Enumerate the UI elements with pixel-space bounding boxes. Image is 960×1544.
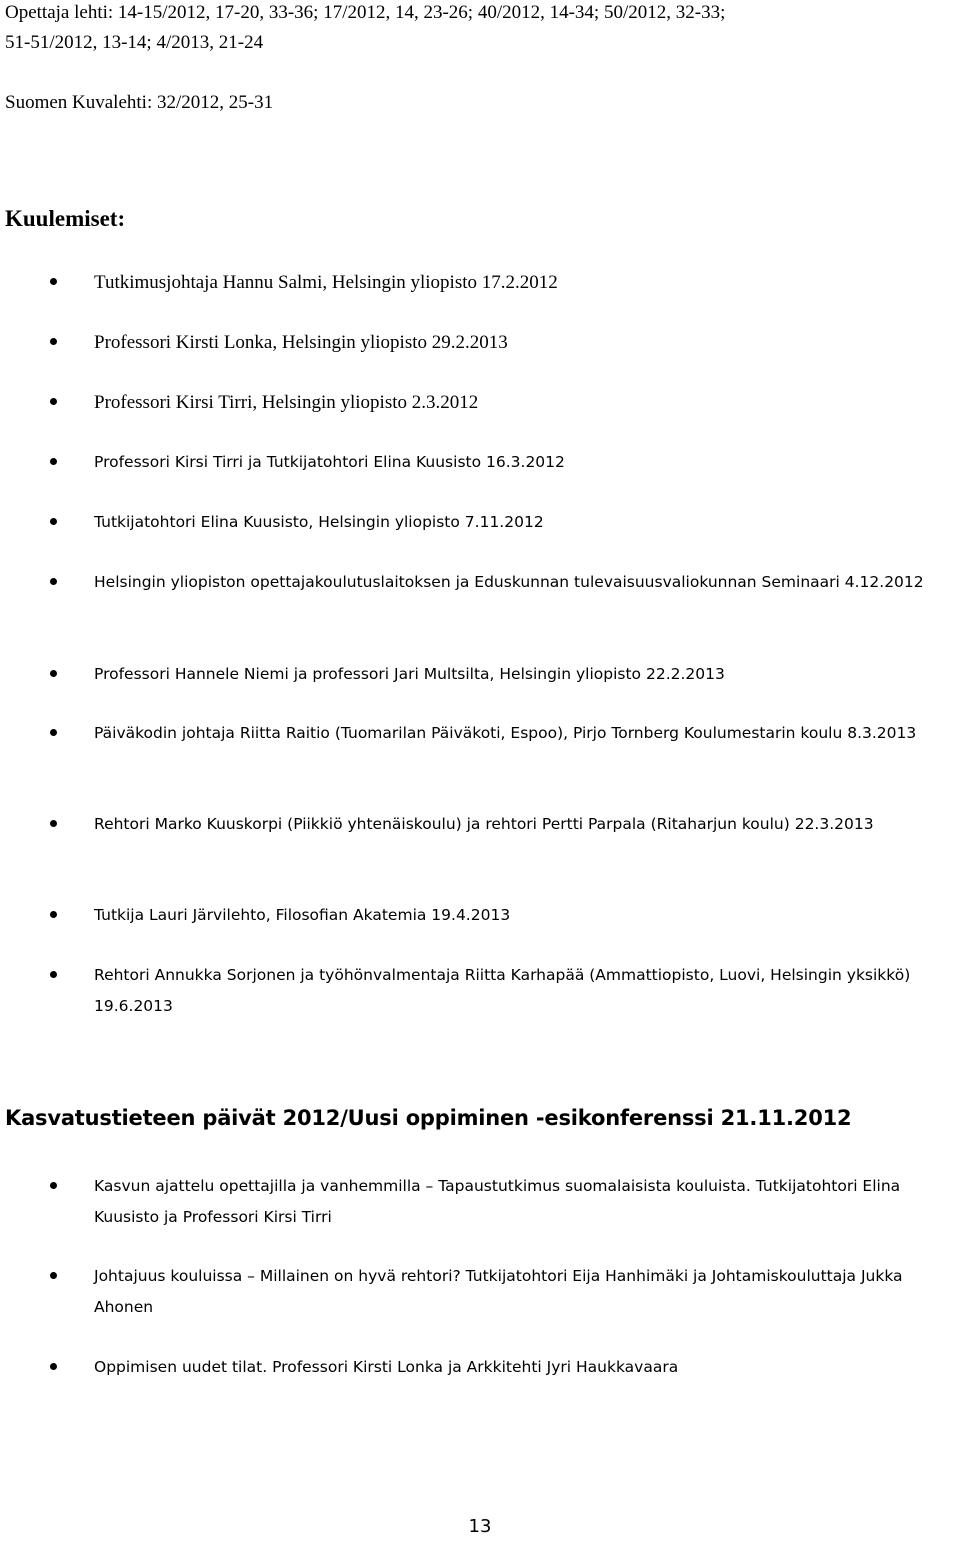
- list-item-text: Rehtori Marko Kuuskorpi (Piikkiö yhtenäiskoulu) ja rehtori Pertti Parpala (Ritaharjun koulu) 22.3.2013: [94, 815, 874, 833]
- list-item-text: Professori Kirsi Tirri ja Tutkijatohtori Elina Kuusisto 16.3.2012: [94, 453, 565, 471]
- list-item: [94, 659, 956, 690]
- list-item-text: Päiväkodin johtaja Riitta Raitio (Tuomarilan Päiväkoti, Espoo), Pirjo Tornberg Koulumestarin koulu 8.3.2013: [94, 724, 917, 742]
- list-item: [94, 718, 956, 749]
- kuulemiset-heading: Kuulemiset:: [5, 206, 126, 231]
- list-item-text: Professori Kirsti Lonka, Helsingin yliopisto 29.2.2013: [94, 332, 508, 353]
- list-item-text: Professori Kirsi Tirri, Helsingin yliopisto 2.3.2012: [94, 392, 479, 413]
- list-item-text: Rehtori Annukka Sorjonen ja työhönvalmentaja Riitta Karhapää (Ammattiopisto, Luovi, Helsingin yksikkö) 19.6.2013: [94, 966, 911, 1015]
- list-item-text: Kasvun ajattelu opettajilla ja vanhemmilla – Tapaustutkimus suomalaisista kouluista. Tutkijatohtori Elina Kuusisto ja Professori Kirsi Tirri: [94, 1177, 901, 1226]
- list-item: [94, 1261, 956, 1323]
- list-item: [94, 267, 956, 298]
- page-number: 13: [468, 1516, 492, 1537]
- list-item: [94, 387, 956, 418]
- list-item: [94, 809, 956, 840]
- opettaja-lehti-line-2: 51-51/2012, 13-14; 4/2013, 21-24: [5, 32, 264, 53]
- list-item: [94, 327, 956, 358]
- list-item: [94, 960, 956, 1022]
- list-item: [94, 1171, 956, 1233]
- list-item-text: Tutkijatohtori Elina Kuusisto, Helsingin yliopisto 7.11.2012: [94, 513, 544, 531]
- opettaja-lehti-line-1: Opettaja lehti: 14-15/2012, 17-20, 33-36; 17/2012, 14, 23-26; 40/2012, 14-34; 50/2012, 32-33;: [5, 2, 726, 23]
- suomen-kuvalehti-line: Suomen Kuvalehti: 32/2012, 25-31: [5, 92, 274, 113]
- list-item: [94, 447, 956, 478]
- list-item-text: Helsingin yliopiston opettajakoulutuslaitoksen ja Eduskunnan tulevaisuusvaliokunnan Seminaari 4.12.2012: [94, 573, 924, 591]
- list-item: [94, 507, 956, 538]
- list-item: [94, 1352, 956, 1383]
- kasvatustieteen-paivat-heading: Kasvatustieteen päivät 2012/Uusi oppiminen -esikonferenssi 21.11.2012: [5, 1106, 852, 1130]
- list-item: [94, 567, 956, 598]
- list-item-text: Oppimisen uudet tilat. Professori Kirsti Lonka ja Arkkitehti Jyri Haukkavaara: [94, 1358, 679, 1376]
- list-item-text: Johtajuus kouluissa – Millainen on hyvä rehtori? Tutkijatohtori Eija Hanhimäki ja Johtamiskouluttaja Jukka Ahonen: [94, 1267, 903, 1316]
- list-item: [94, 900, 956, 931]
- list-item-text: Tutkija Lauri Järvilehto, Filosofian Akatemia 19.4.2013: [94, 906, 511, 924]
- list-item-text: Professori Hannele Niemi ja professori Jari Multsilta, Helsingin yliopisto 22.2.2013: [94, 665, 725, 683]
- list-item-text: Tutkimusjohtaja Hannu Salmi, Helsingin yliopisto 17.2.2012: [94, 272, 558, 293]
